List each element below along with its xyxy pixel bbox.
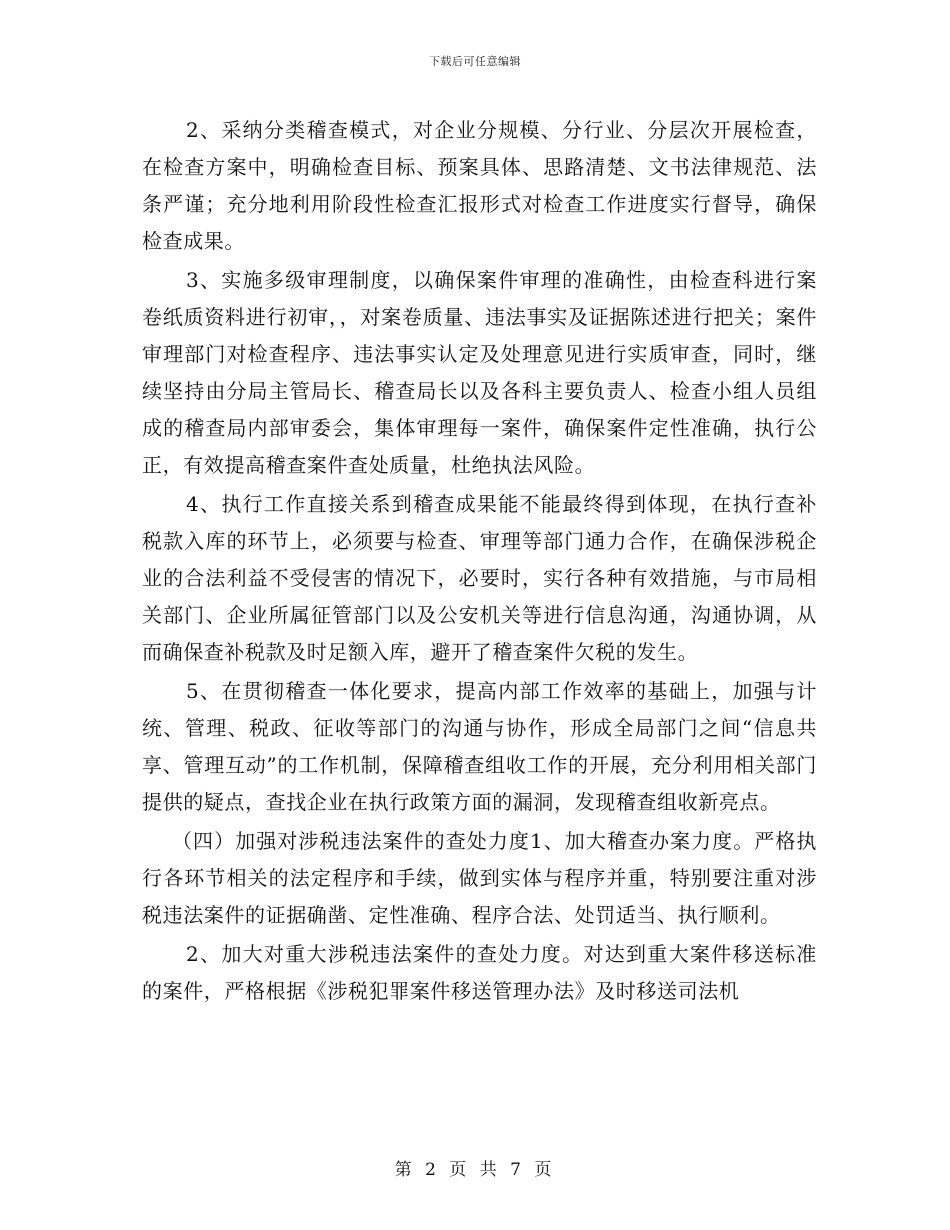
paragraph-section-4: （四）加强对涉税违法案件的查处力度1、加大稽查办案力度。严格执行各环节相关的法定程序和手续，做到实体与程序并重，特别要注重对涉税违法案件的证据确凿、定性准确、程序合法、处罚适当、执行顺利。 — [142, 829, 817, 927]
page-footer: 第 2 页 共 7 页 — [394, 1160, 556, 1180]
paragraph-3: 3、实施多级审理制度，以确保案件审理的准确性，由检查科进行案卷纸质资料进行初审，，对案卷质量、违法事实及证据陈述进行把关；案件审理部门对检查程序、违法事实认定及处理意见进行实质审查，同时，继续坚持由分局主管局长、稽查局长以及各科主要负责人、检查小组人员组成的稽查局内部审委会，集体审理每一案件，确保案件定性准确，执行公正，有效提高稽查案件查处质量，杜绝执法风险。 — [142, 268, 817, 477]
paragraph-2: 2、采纳分类稽查模式，对企业分规模、分行业、分层次开展检查，在检查方案中，明确检查目标、预案具体、思路清楚、文书法律规范、法条严谨；充分地利用阶段性检查汇报形式对检查工作进度实行督导，确保检查成果。 — [142, 118, 817, 253]
paragraph-section-4-item-2: 2、加大对重大涉税违法案件的查处力度。对达到重大案件移送标准的案件，严格根据《涉税犯罪案件移送管理办法》及时移送司法机 — [142, 942, 817, 1003]
page-header: 下载后可任意编辑 — [429, 55, 521, 68]
paragraph-4: 4、执行工作直接关系到稽查成果能不能最终得到体现，在执行查补税款入库的环节上，必须要与检查、审理等部门通力合作，在确保涉税企业的合法利益不受侵害的情况下，必要时，实行各种有效措施，与市局相关部门、企业所属征管部门以及公安机关等进行信息沟通，沟通协调，从而确保查补税款及时足额入库，避开了稽查案件欠税的发生。 — [142, 492, 817, 664]
document-body — [142, 112, 817, 1012]
paragraph-5: 5、在贯彻稽查一体化要求，提高内部工作效率的基础上，加强与计统、管理、税政、征收等部门的沟通与协作，形成全局部门之间“信息共享、管理互动”的工作机制，保障稽查组收工作的开展，充分利用相关部门提供的疑点，查找企业在执行政策方面的漏洞，发现稽查组收新亮点。 — [142, 679, 817, 814]
